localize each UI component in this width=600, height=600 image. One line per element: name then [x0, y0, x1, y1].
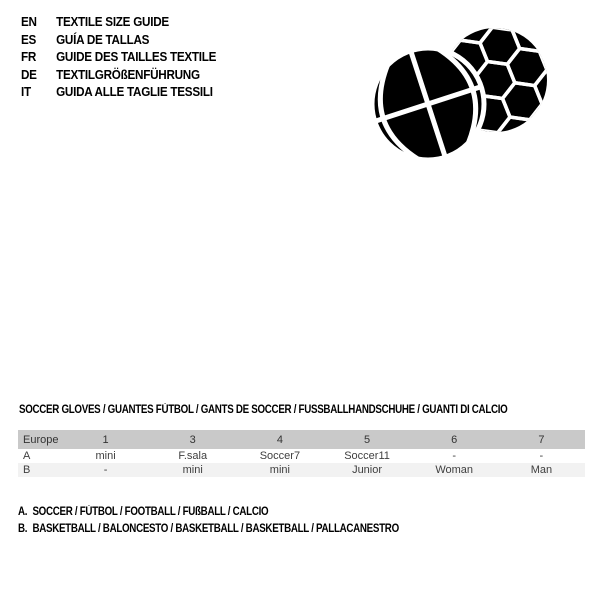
size-cell: - [62, 463, 149, 477]
size-cell: Junior [323, 463, 410, 477]
language-label: GUIDE DES TAILLES TEXTILE [56, 49, 217, 65]
size-cell: mini [236, 463, 323, 477]
size-table-row-a [18, 449, 585, 463]
language-code: ES [21, 31, 37, 47]
size-cell: Man [498, 463, 585, 477]
language-label: TEXTILGRÖßENFÜHRUNG [56, 66, 200, 82]
row-label: A [18, 449, 62, 463]
language-row [21, 66, 216, 84]
language-label: GUIDA ALLE TAGLIE TESSILI [56, 84, 213, 100]
language-code: EN [21, 14, 37, 29]
size-table-header-cell: 3 [149, 430, 236, 449]
size-table-header-cell: 4 [236, 430, 323, 449]
footnote-text: SOCCER / FÚTBOL / FOOTBALL / FUßBALL / CALCIO [32, 506, 269, 518]
size-cell: Soccer7 [236, 449, 323, 463]
size-cell: Woman [411, 463, 498, 477]
footnote-b [18, 521, 399, 538]
size-table-header-cell: 6 [411, 430, 498, 449]
size-table-header-cell: 7 [498, 430, 585, 449]
language-row [21, 13, 216, 31]
language-row [21, 31, 216, 49]
size-table-header-row [18, 430, 585, 449]
size-table-title: SOCCER GLOVES / GUANTES FÚTBOL / GANTS DE SOCCER / FUSSBALLHANDSCHUHE / GUANTI DI CALCIO [19, 404, 508, 416]
language-code: IT [21, 84, 31, 100]
language-title-block [21, 13, 238, 101]
size-cell: mini [149, 463, 236, 477]
language-row [21, 48, 216, 66]
size-table-row-b [18, 463, 585, 477]
sports-balls-icon [340, 0, 600, 200]
size-table [18, 430, 585, 477]
size-cell: mini [62, 449, 149, 463]
size-table-header-cell: 5 [323, 430, 410, 449]
language-code: FR [21, 49, 37, 65]
footnotes [18, 504, 466, 539]
footnote-key: B. [18, 523, 28, 536]
size-table-header-cell: 1 [62, 430, 149, 449]
size-cell: - [411, 449, 498, 463]
size-cell: Soccer11 [323, 449, 410, 463]
size-cell: F.sala [149, 449, 236, 463]
footnote-a [18, 504, 399, 521]
language-code: DE [21, 66, 37, 82]
language-label: TEXTILE SIZE GUIDE [56, 14, 169, 29]
row-label: B [18, 463, 62, 477]
footnote-key: A. [18, 506, 28, 518]
footnote-text: BASKETBALL / BALONCESTO / BASKETBALL / BASKETBALL / PALLACANESTRO [32, 523, 399, 536]
size-table-header-cell: Europe [18, 430, 62, 449]
language-label: GUÍA DE TALLAS [56, 31, 150, 47]
language-row [21, 83, 216, 101]
size-cell: - [498, 449, 585, 463]
